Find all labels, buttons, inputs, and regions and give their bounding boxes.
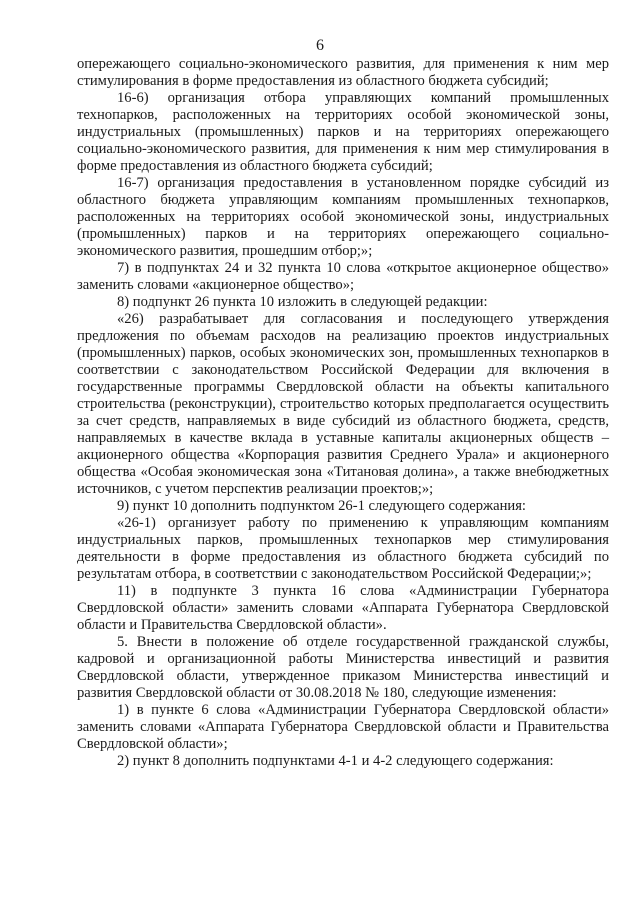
paragraph-subitem-26-1: «26-1) организует работу по применению к управляющим компаниям индустриальных парков, промышленных технопарков мер стимулирования деятельности в форме предоставления из областного бюджета субсидий по результатам отбора, в соответствии с законодательством Российской Федерации;»; bbox=[77, 515, 609, 582]
document-body bbox=[77, 56, 609, 770]
paragraph-item-11: 11) в подпункте 3 пункта 16 слова «Администрации Губернатора Свердловской области» заменить словами «Аппарата Губернатора Свердловской области и Правительства Свердловской области». bbox=[77, 583, 609, 633]
paragraph-subitem-26: «26) разрабатывает для согласования и последующего утверждения предложения по объемам расходов на реализацию проектов индустриальных (промышленных) парков, особых экономических зон, промышленных технопарков в соответствии с законодательством Российской Федерации для включения в государственные программы Свердловской области на объекты капитального строительства (реконструкции), строительство которых предполагается осуществить за счет средств, направляемых в виде субсидий из областного бюджета, средств, направляемых в качестве вклада в уставные капиталы акционерных обществ – акционерного общества «Корпорация развития Среднего Урала» и акционерного общества «Особая экономическая зона «Титановая долина», а также внебюджетных источников, с учетом перспектив реализации проектов;»; bbox=[77, 311, 609, 497]
page-number: 6 bbox=[316, 37, 324, 54]
paragraph-section-5: 5. Внести в положение об отделе государственной гражданской службы, кадровой и организационной работы Министерства инвестиций и развития Свердловской области, утвержденное приказом Министерства инвестиций и развития Свердловской области от 30.08.2018 № 180, следующие изменения: bbox=[77, 634, 609, 701]
paragraph-item-9: 9) пункт 10 дополнить подпунктом 26-1 следующего содержания: bbox=[117, 498, 526, 514]
paragraph-continuation: опережающего социально-экономического развития, для применения к ним мер стимулирования в форме предоставления из областного бюджета субсидий; bbox=[77, 56, 609, 89]
paragraph-16-6: 16-6) организация отбора управляющих компаний промышленных технопарков, расположенных на территориях особой экономической зоны, индустриальных (промышленных) парков и на территориях опережающего социально-экономического развития, для применения к ним мер стимулирования в форме предоставления из областного бюджета субсидий; bbox=[77, 90, 609, 174]
paragraph-16-7: 16-7) организация предоставления в установленном порядке субсидий из областного бюджета управляющим компаниям промышленных технопарков, расположенных на территориях особой экономической зоны, индустриальных (промышленных) парков и на территориях опережающего социально-экономического развития, прошедшим отбор;»; bbox=[77, 175, 609, 259]
paragraph-section-5-item-2: 2) пункт 8 дополнить подпунктами 4-1 и 4-2 следующего содержания: bbox=[117, 753, 554, 769]
paragraph-item-7: 7) в подпунктах 24 и 32 пункта 10 слова «открытое акционерное общество» заменить словами «акционерное общество»; bbox=[77, 260, 609, 293]
paragraph-item-8: 8) подпункт 26 пункта 10 изложить в следующей редакции: bbox=[117, 294, 488, 310]
paragraph-section-5-item-1: 1) в пункте 6 слова «Администрации Губернатора Свердловской области» заменить словами «Аппарата Губернатора Свердловской области и Правительства Свердловской области»; bbox=[77, 702, 609, 752]
